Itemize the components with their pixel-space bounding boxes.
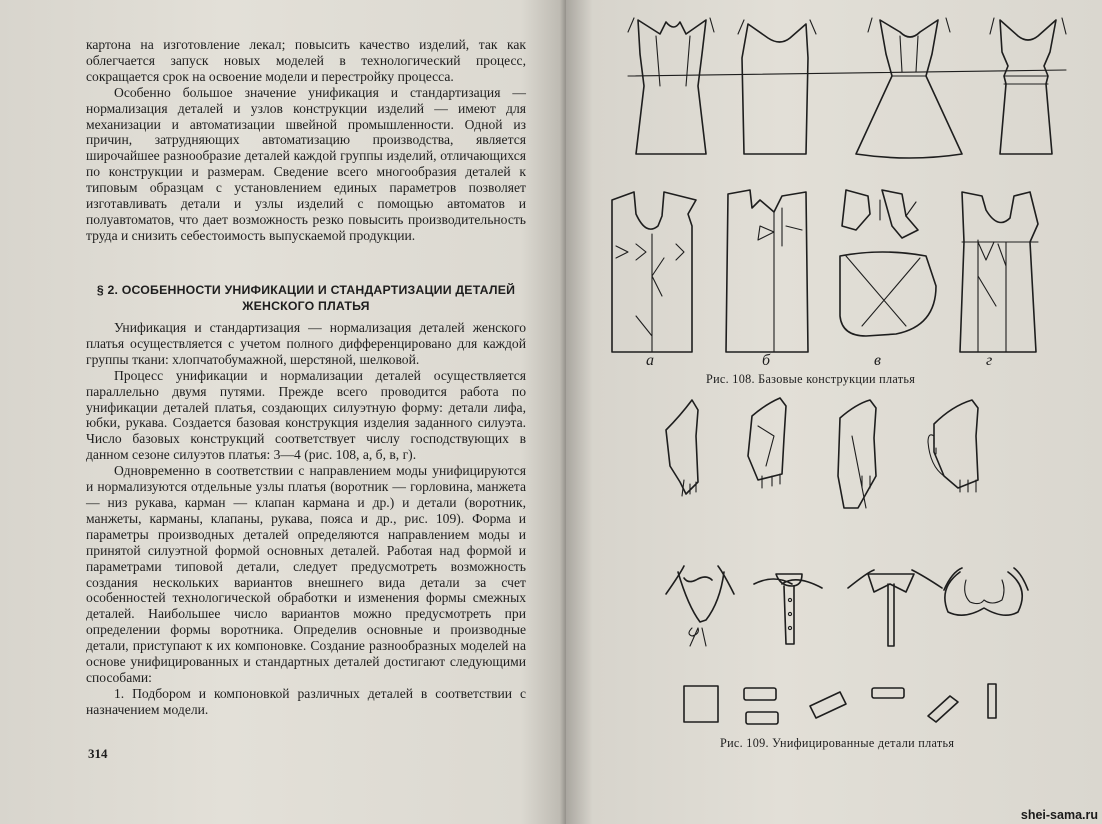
figure-label-v: в [874,352,881,369]
paragraph: 1. Подбором и компоновкой различных деталей в соответствии с назначением модели. [86,685,526,717]
paragraph: Одновременно в соответствии с направлением моды унифицируются и нормализуются отдельные узлы платья (воротник — горловина, манжета — низ рукава, карман — клапан кармана и др.) и детали (воротник, манжеты, карманы, клапаны, рукава, пояса и др., рис. 109). Форма и параметры производных деталей определяются направлением моды и принятой силуэтной формой основных деталей. Работая над формой и параметрами типовой детали, следует предусмотреть возможность создания нескольких вариантов внешнего вида детали за счет особенностей технологической обработки и изменения формы смежных деталей. Наибольшее число вариантов можно предусмотреть при определении формы воротника. Определив основные и производные детали, приступают к их компоновке. Создание разнообразных моделей на основе унифицированных и стандартных деталей достигают следующими способами: [86,463,526,685]
figure-108-caption: Рис. 108. Базовые конструкции платья [706,372,916,386]
paragraph: Особенно большое значение унификация и стандартизация — нормализация деталей и узлов конструкции изделий — имеют для механизации и автоматизации швейной промышленности. Одной из причин, затрудняющих автоматизацию производства, является широчайшее разнообразие деталей каждой группы изделий, отличающихся по конструкции и размерам. Сведение всего многообразия деталей к типовым образцам с установлением единых параметров позволяет изготавливать детали и узлы изделий с помощью автоматов и полуавтоматов, что дает возможность резко повысить производительность труда и снизить себестоимость выпускаемой продукции. [86,84,526,243]
figure-label-g: г [986,352,993,369]
figure-109-caption: Рис. 109. Унифицированные детали платья [720,736,955,750]
right-page [566,0,1102,824]
text-block-bottom [86,320,526,718]
cuffs-pockets-figure [682,682,1002,730]
sleeve-variants-figure [662,396,1022,526]
paragraph: Унификация и стандартизация — нормализация деталей женского платья осуществляется с учетом полного дифференцировано для каждой группы ткани: хлопчатобумажной, шерстяной, шелковой. [86,320,526,367]
section-heading: § 2. ОСОБЕННОСТИ УНИФИКАЦИИ И СТАНДАРТИЗАЦИИ ДЕТАЛЕЙ ЖЕНСКОГО ПЛАТЬЯ [96,283,516,313]
paragraph: Процесс унификации и нормализации деталей осуществляется параллельно двумя путями. Прежде всего проводится работа по унификации деталей платья, создающих силуэтную форму: детали лифа, юбки, рукава. Создается базовая конструкция изделия заданного силуэта. Число базовых конструкций соответствует числу господствующих в данном сезоне силуэтов платья: 3—4 (рис. 108, а, б, в, г). [86,367,526,463]
paragraph: картона на изготовление лекал; повысить качество изделий, так как облегчается запуск новых моделей в технологический процесс, сокращается срок на освоение модели и перестройку процесса. [86,37,526,84]
base-patterns-figure [606,186,1076,356]
text-block-top [86,37,526,244]
figure-label-b: б [762,352,771,369]
page-number: 314 [88,746,108,761]
collar-variants-figure [662,560,1032,660]
watermark: shei-sama.ru [1020,808,1098,822]
dress-silhouettes-figure [620,14,1080,164]
figure-label-a: а [646,352,654,369]
